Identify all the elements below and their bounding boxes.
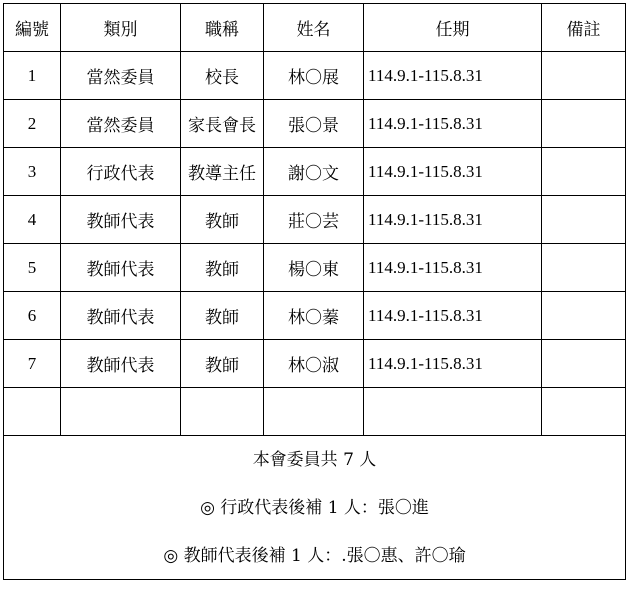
summary-row bbox=[4, 436, 626, 580]
cell-category: 當然委員 bbox=[61, 52, 181, 100]
table-row bbox=[4, 52, 626, 100]
cell-number: 6 bbox=[4, 292, 61, 340]
cell-name: 林〇展 bbox=[264, 52, 364, 100]
cell-number: 2 bbox=[4, 100, 61, 148]
cell-term: 114.9.1-115.8.31 bbox=[364, 244, 542, 292]
cell-remarks bbox=[542, 148, 626, 196]
cell-category: 教師代表 bbox=[61, 340, 181, 388]
cell-name: 謝〇文 bbox=[264, 148, 364, 196]
cell-name: 莊〇芸 bbox=[264, 196, 364, 244]
cell-title: 校長 bbox=[181, 52, 264, 100]
cell-number: 3 bbox=[4, 148, 61, 196]
cell-name: 張〇景 bbox=[264, 100, 364, 148]
cell-term: 114.9.1-115.8.31 bbox=[364, 148, 542, 196]
header-title: 職稱 bbox=[181, 4, 264, 52]
cell-title: 教師 bbox=[181, 244, 264, 292]
cell-category bbox=[61, 388, 181, 436]
cell-name: 林〇蓁 bbox=[264, 292, 364, 340]
table-row bbox=[4, 292, 626, 340]
table-row bbox=[4, 100, 626, 148]
header-term: 任期 bbox=[364, 4, 542, 52]
cell-term: 114.9.1-115.8.31 bbox=[364, 292, 542, 340]
cell-number: 5 bbox=[4, 244, 61, 292]
cell-term: 114.9.1-115.8.31 bbox=[364, 196, 542, 244]
header-row bbox=[4, 4, 626, 52]
header-number: 編號 bbox=[4, 4, 61, 52]
cell-remarks bbox=[542, 388, 626, 436]
cell-number: 4 bbox=[4, 196, 61, 244]
cell-term bbox=[364, 388, 542, 436]
cell-remarks bbox=[542, 244, 626, 292]
cell-remarks bbox=[542, 52, 626, 100]
table-row bbox=[4, 244, 626, 292]
header-remarks: 備註 bbox=[542, 4, 626, 52]
cell-number: 7 bbox=[4, 340, 61, 388]
table-row-empty bbox=[4, 388, 626, 436]
cell-name: 楊〇東 bbox=[264, 244, 364, 292]
cell-title: 教師 bbox=[181, 292, 264, 340]
table-row bbox=[4, 196, 626, 244]
cell-category: 教師代表 bbox=[61, 292, 181, 340]
cell-remarks bbox=[542, 196, 626, 244]
cell-term: 114.9.1-115.8.31 bbox=[364, 340, 542, 388]
cell-name: 林〇淑 bbox=[264, 340, 364, 388]
cell-category: 教師代表 bbox=[61, 196, 181, 244]
cell-title: 教導主任 bbox=[181, 148, 264, 196]
cell-title: 教師 bbox=[181, 340, 264, 388]
cell-number bbox=[4, 388, 61, 436]
cell-number: 1 bbox=[4, 52, 61, 100]
cell-remarks bbox=[542, 100, 626, 148]
cell-category: 行政代表 bbox=[61, 148, 181, 196]
table-row bbox=[4, 340, 626, 388]
cell-category: 教師代表 bbox=[61, 244, 181, 292]
summary-total: 本會委員共 7 人 bbox=[252, 449, 377, 470]
cell-term: 114.9.1-115.8.31 bbox=[364, 52, 542, 100]
cell-category: 當然委員 bbox=[61, 100, 181, 148]
cell-term: 114.9.1-115.8.31 bbox=[364, 100, 542, 148]
cell-remarks bbox=[542, 340, 626, 388]
table-row bbox=[4, 148, 626, 196]
cell-title: 教師 bbox=[181, 196, 264, 244]
cell-title bbox=[181, 388, 264, 436]
committee-roster-table bbox=[3, 3, 626, 580]
summary-cell bbox=[4, 436, 626, 580]
summary-admin-alternate: ◎ 行政代表後補 1 人：張〇進 bbox=[200, 497, 429, 518]
summary-teacher-alternate: ◎ 教師代表後補 1 人：.張〇惠、許〇瑜 bbox=[163, 545, 466, 566]
header-category: 類別 bbox=[61, 4, 181, 52]
cell-name bbox=[264, 388, 364, 436]
header-name: 姓名 bbox=[264, 4, 364, 52]
cell-title: 家長會長 bbox=[181, 100, 264, 148]
cell-remarks bbox=[542, 292, 626, 340]
